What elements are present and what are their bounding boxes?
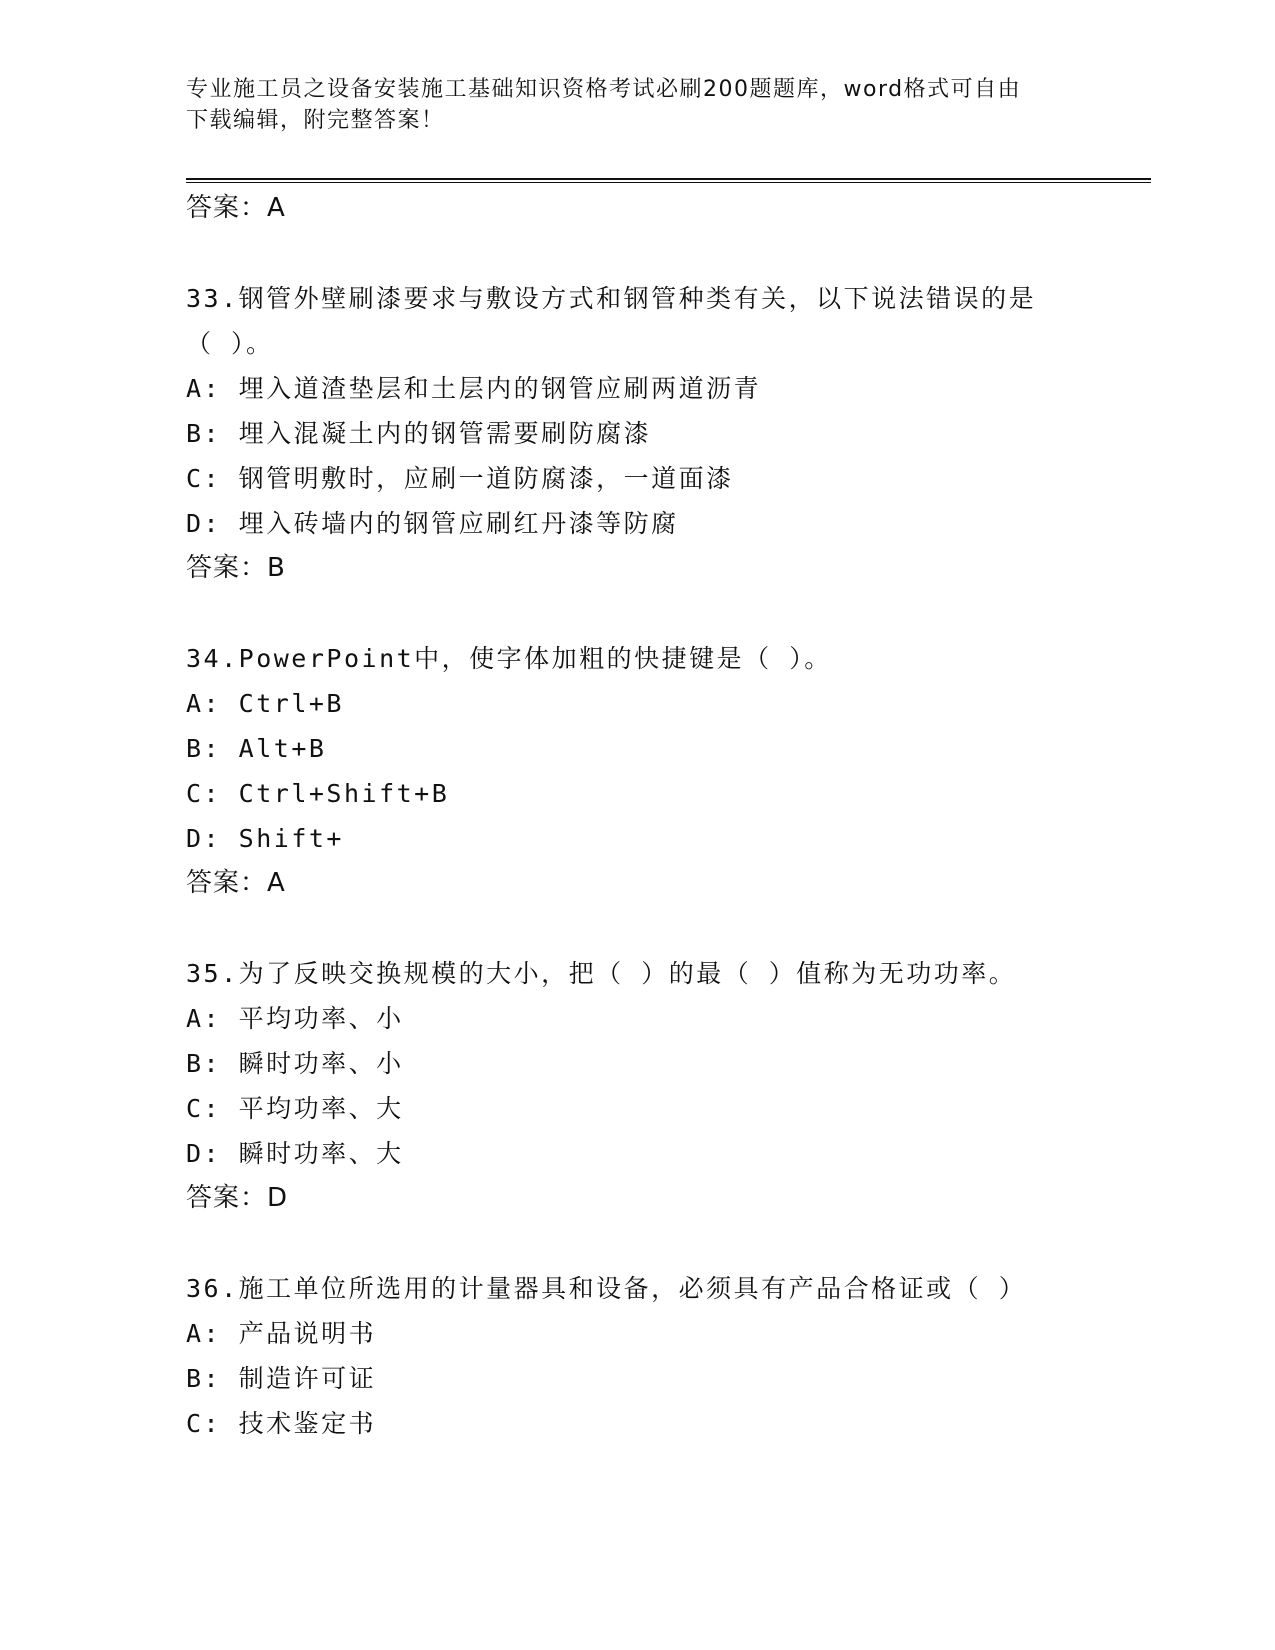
option-c	[186, 771, 1116, 816]
question-stem	[186, 1266, 1116, 1311]
question-number: 34.	[186, 644, 239, 673]
spacer	[186, 231, 1116, 276]
question-text: 施工单位所选用的计量器具和设备，必须具有产品合格证或（ ）	[238, 1274, 1027, 1303]
option-b	[186, 1041, 1116, 1086]
answer-line: 答案：B	[186, 553, 286, 583]
question-stem	[186, 636, 1116, 681]
option-text: 平均功率、小	[238, 1004, 404, 1033]
answer-line: 答案：D	[186, 1183, 289, 1213]
option-key: B:	[186, 419, 222, 448]
option-text: 瞬时功率、大	[238, 1139, 404, 1168]
option-key: A:	[186, 689, 222, 718]
question-36	[186, 1266, 1116, 1446]
answer-line: 答案：A	[186, 868, 286, 898]
question-35	[186, 951, 1116, 1221]
option-key: A:	[186, 1004, 222, 1033]
spacer	[186, 591, 1116, 636]
option-a	[186, 366, 1116, 411]
option-b	[186, 726, 1116, 771]
question-text: 钢管外壁刷漆要求与敷设方式和钢管种类有关，以下说法错误的是	[238, 284, 1037, 313]
spacer	[186, 906, 1116, 951]
option-b	[186, 1356, 1116, 1401]
option-key: B:	[186, 1049, 222, 1078]
question-stem-continued: （ ）。	[186, 329, 274, 358]
option-key: B:	[186, 734, 222, 763]
header-line-1: 专业施工员之设备安装施工基础知识资格考试必刷200题题库，word格式可自由	[186, 77, 1022, 102]
question-number: 36.	[186, 1274, 239, 1303]
answer-line: 答案：A	[186, 193, 286, 223]
option-key: C:	[186, 464, 222, 493]
question-stem	[186, 276, 1116, 321]
option-b	[186, 411, 1116, 456]
option-d	[186, 501, 1116, 546]
option-d	[186, 816, 1116, 861]
question-stem	[186, 951, 1116, 996]
option-key: A:	[186, 374, 222, 403]
option-key: D:	[186, 509, 222, 538]
question-text: PowerPoint中，使字体加粗的快捷键是（ ）。	[238, 644, 832, 673]
header-divider-thick	[186, 178, 1151, 180]
question-number: 33.	[186, 284, 239, 313]
option-text: Alt+B	[238, 734, 327, 763]
option-text: 埋入道渣垫层和土层内的钢管应刷两道沥青	[238, 374, 762, 403]
option-text: 制造许可证	[238, 1364, 377, 1393]
option-key: B:	[186, 1364, 222, 1393]
option-key: D:	[186, 1139, 222, 1168]
option-key: C:	[186, 1094, 222, 1123]
option-text: 产品说明书	[238, 1319, 377, 1348]
option-key: D:	[186, 824, 222, 853]
option-c	[186, 1086, 1116, 1131]
question-number: 35.	[186, 959, 239, 988]
question-text: 为了反映交换规模的大小，把（ ）的最（ ）值称为无功功率。	[238, 959, 1017, 988]
option-key: C:	[186, 1409, 222, 1438]
document-header	[186, 74, 1066, 136]
option-key: C:	[186, 779, 222, 808]
option-key: A:	[186, 1319, 222, 1348]
option-text: Shift+	[238, 824, 344, 853]
option-text: 钢管明敷时，应刷一道防腐漆，一道面漆	[238, 464, 734, 493]
option-text: Ctrl+B	[238, 689, 344, 718]
option-text: 技术鉴定书	[238, 1409, 377, 1438]
header-divider-thin	[186, 182, 1151, 183]
option-a	[186, 681, 1116, 726]
option-d	[186, 1131, 1116, 1176]
option-text: 平均功率、大	[238, 1094, 404, 1123]
option-text: 埋入混凝土内的钢管需要刷防腐漆	[238, 419, 652, 448]
option-c	[186, 456, 1116, 501]
option-c	[186, 1401, 1116, 1446]
option-text: 瞬时功率、小	[238, 1049, 404, 1078]
header-line-2: 下载编辑，附完整答案！	[186, 108, 445, 133]
option-text: Ctrl+Shift+B	[238, 779, 450, 808]
option-text: 埋入砖墙内的钢管应刷红丹漆等防腐	[238, 509, 679, 538]
question-34	[186, 636, 1116, 906]
option-a	[186, 996, 1116, 1041]
question-33	[186, 276, 1116, 591]
spacer	[186, 1221, 1116, 1266]
question-list	[186, 186, 1116, 1446]
option-a	[186, 1311, 1116, 1356]
